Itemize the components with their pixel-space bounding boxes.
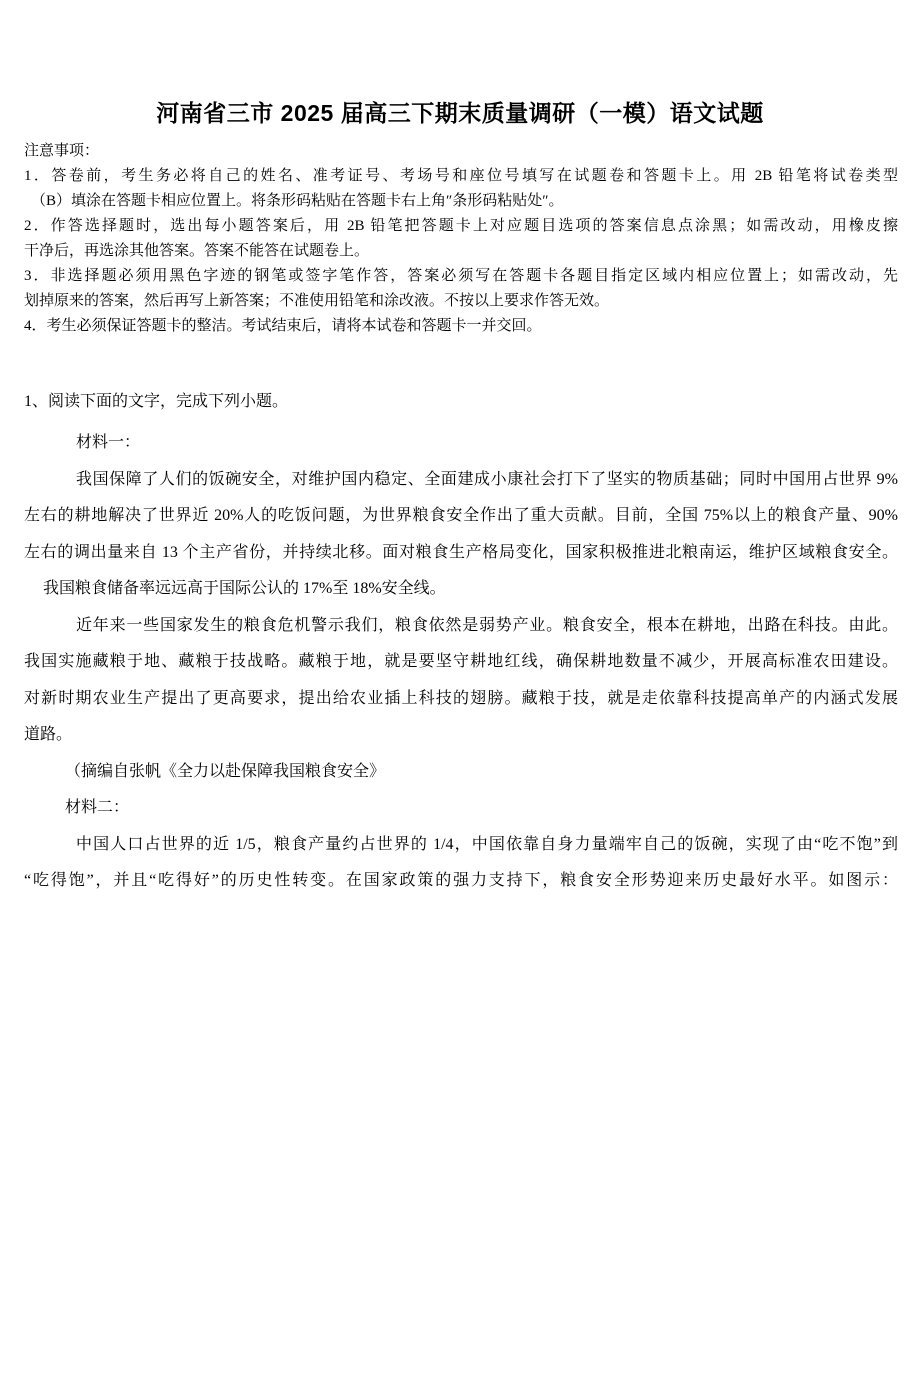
material-one-paragraph-2-line-2: 我国实施藏粮于地、藏粮于技战略。藏粮于地，就是要坚守耕地红线，确保耕地数量不减少，开展高标准农田建设。 xyxy=(24,653,898,670)
notice-item-1-line-2: （B）填涂在答题卡相应位置上。将条形码粘贴在答题卡右上角″条形码粘贴处″。 xyxy=(31,193,564,209)
page-title: 河南省三市 2025 届高三下期末质量调研（一模）语文试题 xyxy=(156,100,764,126)
question-intro: 1、阅读下面的文字，完成下列小题。 xyxy=(24,393,289,410)
notice-heading: 注意事项： xyxy=(24,143,100,159)
material-one-source: （摘编自张帆《全力以赴保障我国粮食安全》 xyxy=(65,762,386,780)
notice-item-2-line-1: 2．作答选择题时，选出每小题答案后，用 2B 铅笔把答题卡上对应题目选项的答案信息点涂黑；如需改动，用橡皮擦 xyxy=(24,218,898,234)
material-two-paragraph-1-line-2: “吃得饱”，并且“吃得好”的历史性转变。在国家政策的强力支持下，粮食安全形势迎来历史最好水平。如图示： xyxy=(24,872,898,889)
material-one-paragraph-1-line-4: 我国粮食储备率远远高于国际公认的 17%至 18%安全线。 xyxy=(43,580,446,597)
material-one-paragraph-2-line-4: 道路。 xyxy=(24,726,73,743)
notice-item-2-line-2: 干净后，再选涂其他答案。答案不能答在试题卷上。 xyxy=(24,243,370,259)
material-one-label: 材料一： xyxy=(76,434,141,451)
material-two-label: 材料二： xyxy=(65,799,130,816)
notice-section xyxy=(24,139,898,339)
material-two-paragraph-1-line-1: 中国人口占世界的近 1/5，粮食产量约占世界的 1/4，中国依靠自身力量端牢自己的饭碗，实现了由“吃不饱”到 xyxy=(76,835,898,853)
notice-item-3-line-2: 划掉原来的答案，然后再写上新答案；不准使用铅笔和涂改液。不按以上要求作答无效。 xyxy=(24,293,610,309)
material-one-paragraph-2-line-1: 近年来一些国家发生的粮食危机警示我们，粮食依然是弱势产业。粮食安全，根本在耕地，出路在科技。由此。 xyxy=(76,616,898,634)
material-one-paragraph-1-line-2: 左右的耕地解决了世界近 20%人的吃饭问题，为世界粮食安全作出了重大贡献。目前，全国 75%以上的粮食产量、90% xyxy=(24,507,898,524)
document-page xyxy=(0,96,920,900)
notice-item-4: 4．考生必须保证答题卡的整洁。考试结束后，请将本试卷和答题卡一并交回。 xyxy=(24,318,542,334)
material-one-paragraph-1-line-1: 我国保障了人们的饭碗安全，对维护国内稳定、全面建成小康社会打下了坚实的物质基础；同时中国用占世界 9% xyxy=(76,470,898,488)
notice-item-1-line-1: 1．答卷前，考生务必将自己的姓名、准考证号、考场号和座位号填写在试题卷和答题卡上。用 2B 铅笔将试卷类型 xyxy=(24,168,898,184)
reading-materials xyxy=(24,425,898,900)
material-one-paragraph-1-line-3: 左右的调出量来自 13 个主产省份，并持续北移。面对粮食生产格局变化，国家积极推进北粮南运，维护区域粮食安全。 xyxy=(24,543,898,561)
material-one-paragraph-2-line-3: 对新时期农业生产提出了更高要求，提出给农业插上科技的翅膀。藏粮于技，就是走依靠科技提高单产的内涵式发展 xyxy=(24,689,898,707)
notice-item-3-line-1: 3．非选择题必须用黑色字迹的钢笔或签字笔作答，答案必须写在答题卡各题目指定区域内相应位置上；如需改动，先 xyxy=(24,268,898,284)
